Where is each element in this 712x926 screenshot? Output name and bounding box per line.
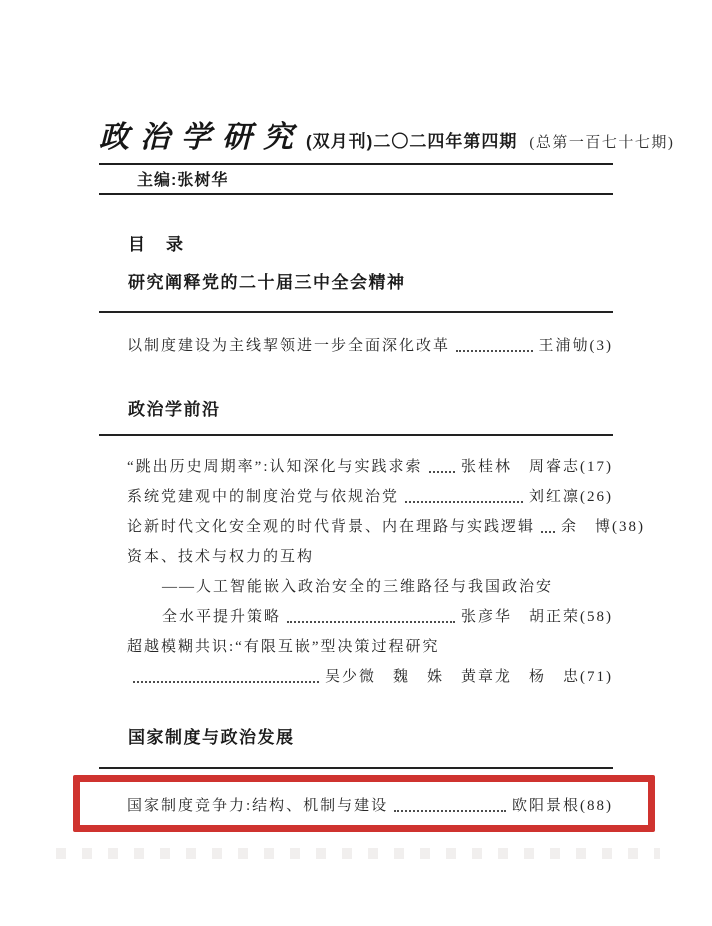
- masthead: [99, 112, 675, 156]
- entry-authors-page: 欧阳景根(88): [512, 797, 613, 814]
- section-entries: [99, 450, 646, 690]
- issue-total-number: (总第一百七十七期): [529, 135, 675, 151]
- dot-leader: [429, 458, 456, 473]
- toc-entry: [127, 450, 613, 480]
- toc-entry: [127, 329, 613, 359]
- toc-label: 目 录: [128, 235, 185, 254]
- entry-authors-page: 张桂林 周睿志(17): [461, 458, 613, 475]
- dot-leader: [405, 488, 523, 503]
- highlight-box: [73, 775, 655, 832]
- scan-artifact-strip: [56, 848, 660, 859]
- toc-entry: [127, 570, 613, 600]
- toc-entry: [127, 660, 613, 690]
- entry-authors-page: 吴少微 魏 姝 黄章龙 杨 忠(71): [325, 668, 613, 685]
- masthead-rule-bottom: [99, 193, 613, 195]
- entry-authors-page: 王浦劬(3): [538, 337, 613, 354]
- toc-entry: [127, 540, 613, 570]
- toc-entry: [127, 510, 646, 540]
- section-heading: 研究阐释党的二十届三中全会精神: [128, 273, 406, 292]
- toc-entry: [127, 480, 613, 510]
- section-entries: [99, 329, 613, 359]
- section-divider: [99, 767, 613, 769]
- entry-title: 系统党建观中的制度治党与依规治党: [127, 488, 400, 505]
- entry-authors-page: 余 博(38): [561, 518, 646, 535]
- entry-title: 全水平提升策略: [162, 608, 282, 625]
- dot-leader: [287, 608, 455, 623]
- dot-leader: [133, 668, 319, 683]
- entry-title: 以制度建设为主线挈领进一步全面深化改革: [127, 337, 451, 354]
- entry-title: ——人工智能嵌入政治安全的三维路径与我国政治安: [162, 578, 554, 595]
- toc-entry: [127, 600, 613, 630]
- chief-editor-line: 主编:张树华: [137, 172, 229, 189]
- section-heading: 政治学前沿: [128, 400, 221, 419]
- journal-title: 政治学研究: [99, 120, 304, 155]
- entry-title: 国家制度竞争力:结构、机制与建设: [127, 797, 389, 814]
- section-divider: [99, 311, 613, 313]
- masthead-rule-top: [99, 163, 613, 165]
- dot-leader: [456, 337, 532, 352]
- section-divider: [99, 434, 613, 436]
- entry-title: 超越模糊共识:“有限互嵌”型决策过程研究: [127, 638, 440, 655]
- toc-section: [99, 273, 613, 359]
- toc-entry: [127, 630, 613, 660]
- entry-authors-page: 张彦华 胡正荣(58): [461, 608, 613, 625]
- issue-info: (双月刊)二〇二四年第四期: [306, 132, 518, 151]
- section-heading: 国家制度与政治发展: [128, 728, 295, 747]
- entry-title: 资本、技术与权力的互构: [127, 548, 315, 565]
- toc-section: [99, 400, 646, 690]
- dot-leader: [541, 518, 555, 533]
- entry-title: 论新时代文化安全观的时代背景、内在理路与实践逻辑: [127, 518, 536, 535]
- entry-authors-page: 刘红凛(26): [529, 488, 613, 505]
- entry-title: “跳出历史周期率”:认知深化与实践求索: [127, 458, 423, 475]
